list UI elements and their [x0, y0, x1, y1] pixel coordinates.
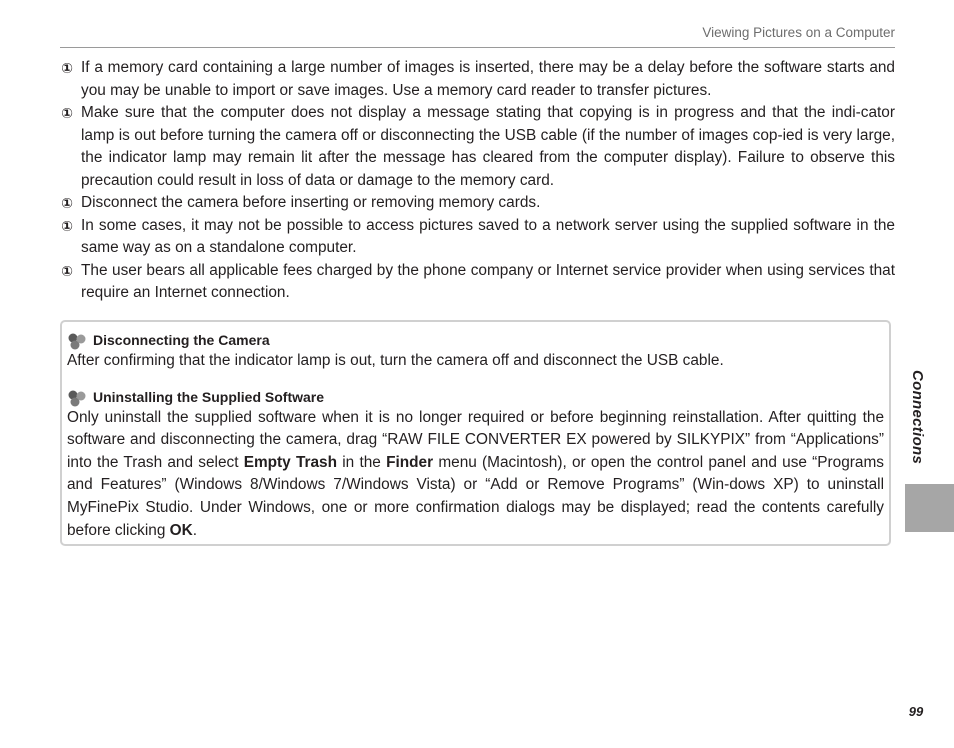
section-tab: [905, 484, 954, 532]
list-item: [60, 215, 895, 260]
body-text: .: [192, 521, 198, 539]
running-header: [60, 24, 895, 48]
ok-keyword: OK: [169, 521, 193, 539]
bullet-text: Disconnect the camera before inserting or removing memory cards.: [81, 194, 541, 211]
section-label: Connections: [909, 370, 926, 465]
body-text: in the: [337, 453, 387, 471]
bullet-text: In some cases, it may not be possible to access pictures saved to a network server using the supplied software in the same way as on a standalone computer.: [81, 216, 895, 256]
list-item: [60, 260, 895, 305]
list-item: [60, 102, 895, 192]
list-item: [60, 192, 895, 215]
bullet-text: The user bears all applicable fees charged by the phone company or Internet service provider when using services that require an Internet connection.: [81, 261, 895, 301]
body-text: Only uninstall the supplied software when it is no longer required or before beginning reinstallation. After quitting the software and disconnecting the camera, drag “RAW FILE CONVERTER EX powered by SILKYPIX” from “Applications” into the Trash and select: [67, 408, 884, 471]
list-item: [60, 57, 895, 102]
note-body-disconnect: After confirming that the indicator lamp is out, turn the camera off and disconnect the USB cable.: [67, 352, 724, 369]
caution-icon: ①: [61, 60, 73, 76]
page-number: 99: [908, 704, 924, 719]
note-title: Uninstalling the Supplied Software: [93, 388, 325, 405]
caution-icon: ①: [61, 105, 73, 121]
tip-icon: [67, 332, 89, 350]
finder-keyword: Finder: [386, 453, 434, 471]
bullet-text: Make sure that the computer does not display a message stating that copying is in progress and that the indi-cator lamp is out before turning the camera off or disconnecting the USB cable (if the number of images cop-ied is very large, the indicator lamp may remain lit after the message has cleared from the computer display). Failure to observe this precaution could result in loss of data or damage to the memory card.: [81, 104, 895, 189]
note-body-uninstall: [67, 407, 884, 543]
note-title: Disconnecting the Camera: [93, 332, 270, 348]
caution-icon: ①: [61, 195, 73, 211]
caution-icon: ①: [61, 262, 73, 279]
caution-icon: ①: [61, 217, 73, 234]
note-heading-disconnect: [67, 330, 884, 350]
tips-box: [60, 320, 891, 546]
note-heading-uninstall: [67, 387, 884, 407]
tip-icon: [67, 389, 89, 407]
bullet-text: If a memory card containing a large number of images is inserted, there may be a delay before the software starts and you may be unable to import or save images. Use a memory card reader to transfer pictures.: [81, 59, 895, 99]
empty-trash-keyword: Empty Trash: [243, 453, 338, 471]
body-text: menu (Macintosh), or open the control panel and use “Programs and Features” (Windows 8/Windows 7/Windows Vista) or “Add or Remove Programs” (Win-dows XP) to uninstall MyFinePix Studio. Under Windows, one or more confirmation dialogs may be displayed; read the contents carefully before clicking: [67, 453, 885, 539]
header-title: Viewing Pictures on a Computer: [702, 25, 895, 40]
caution-list: [60, 57, 895, 305]
